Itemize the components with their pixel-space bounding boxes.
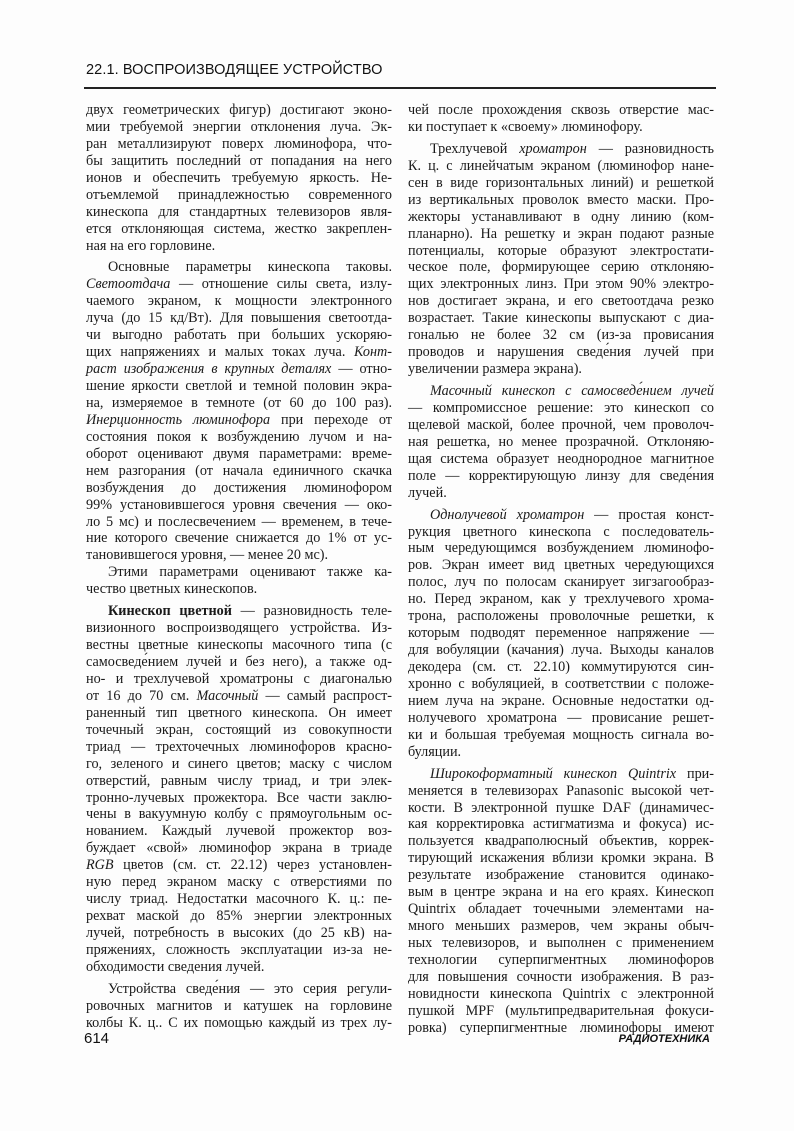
line-text: кая корректировка астигматизма и фокуса) ис- [408, 816, 714, 833]
text-line [86, 840, 392, 857]
line-text: 99% установившегося уровня свечения — око- [86, 496, 392, 513]
text-line [86, 671, 392, 688]
text-line [408, 816, 714, 833]
text-line [408, 327, 714, 344]
term-italic: раст изображения в крупных деталях [86, 361, 332, 378]
text-line [86, 136, 392, 153]
line-text: чей после прохождения сквозь отверстие мас- [408, 102, 714, 118]
text-line [408, 952, 714, 969]
line-text: К. ц. с линейчатым экраном (люминофор нане- [408, 157, 714, 174]
line-text: — отношение силы света, излу- [170, 276, 392, 293]
text-line [408, 901, 714, 918]
text-line [408, 727, 714, 744]
text-line [86, 857, 392, 874]
term-italic: Масочный [196, 687, 259, 704]
line-text: Трехлучевой [430, 140, 520, 157]
line-text: оборот оценивают двумя параметрами: време- [86, 445, 392, 462]
line-text: сен в виде горизонтальных линий) и решеткой [408, 174, 714, 191]
line-text: ровка) суперпигментные люминофоры имеют [408, 1019, 714, 1036]
text-line [86, 446, 392, 463]
text-line [86, 412, 392, 429]
line-text: раненный тип цветного кинескопа. Он имеет [86, 704, 392, 721]
line-text: го, зеленого и синего цветов; маску с числом [86, 755, 392, 772]
text-line [86, 637, 392, 654]
line-text: результате изображение становится одинако- [408, 867, 714, 884]
line-text: точечный экран, состоящий из совокупности [86, 721, 392, 738]
text-line [86, 153, 392, 170]
line-text: отверстий, равным числу триад, и три элек- [86, 772, 392, 789]
text-line [86, 564, 392, 581]
text-line [408, 468, 714, 485]
line-text: для повышения сочности изображения. В раз- [408, 968, 714, 985]
text-line [408, 141, 714, 158]
line-text: ние которого свечение снижается до 1% от ус- [86, 530, 392, 547]
line-text: чи выгодно работать при больших ускоряю- [86, 327, 392, 344]
page-number: 614 [84, 1030, 110, 1047]
line-text: чены в вакуумную колбу с прямоугольным ос- [86, 806, 392, 823]
line-text: — простая конст- [584, 506, 714, 523]
text-line [86, 756, 392, 773]
text-line [86, 688, 392, 705]
line-text: на, измеряемое в темноте (от 60 до 100 раз). [86, 394, 392, 411]
text-line [408, 540, 714, 557]
text-line [408, 276, 714, 293]
line-text: при- [676, 765, 714, 782]
text-line [408, 574, 714, 591]
line-text: ров. Экран имеет вид цветных чередующихся [408, 557, 714, 574]
term-italic: RGB [86, 857, 114, 874]
text-line [408, 344, 714, 361]
text-line [86, 310, 392, 327]
line-text: проводов и нарушения сведе́ния лучей при [408, 344, 714, 361]
text-line [86, 497, 392, 514]
text-line [86, 620, 392, 637]
text-line [408, 361, 714, 378]
text-line [86, 959, 392, 976]
line-text: лучей, потребность в высоких (до 25 кВ) на- [86, 925, 392, 941]
text-line [86, 361, 392, 378]
line-text: жекторы устанавливают в одну линию (ком- [408, 208, 714, 225]
text-line [86, 344, 392, 361]
line-text: визионного воспроизводящего устройства. Из- [86, 620, 392, 637]
text-line [86, 790, 392, 807]
text-line [86, 705, 392, 722]
line-text: поле — корректирующую линзу для сведе́ния [408, 467, 714, 484]
line-text: меняется в телевизорах Panasonic высокой чет- [408, 782, 714, 799]
text-line [408, 383, 714, 400]
text-line [86, 1015, 392, 1032]
line-text: пушкой MPF (мультипредварительная фокуси- [408, 1002, 714, 1019]
line-text: буляции. [408, 743, 462, 760]
line-text: ную перед экраном маску с отверстиями по [86, 874, 392, 891]
line-text: буждает «свой» люминофор экрана в триаде [86, 840, 392, 857]
text-line [408, 451, 714, 468]
line-text: декодера (см. ст. 22.10) коммутируются син- [408, 659, 714, 675]
line-text: трона, расположены проволочные решетки, к [408, 608, 714, 625]
line-text: ным чередующимся возбуждением люминофо- [408, 540, 714, 557]
line-text: новидности кинескопа Quintrix с электронной [408, 985, 714, 1002]
term-italic: Инерционность люминофора [86, 411, 271, 428]
line-text: тирующий искажения вблизи кромки экрана. В [408, 850, 714, 867]
text-line [408, 608, 714, 625]
line-text: ется отклоняющая система, жестко закреплен- [86, 220, 392, 237]
text-line [408, 625, 714, 642]
text-line [408, 884, 714, 901]
line-text: чество цветных кинескопов. [86, 581, 258, 598]
line-text: тановившегося уровня, — менее 20 мс). [86, 547, 329, 564]
line-text: нием луча на экране. Основные недостатки од- [408, 692, 714, 709]
text-line [408, 226, 714, 243]
line-text: увеличении размера экрана). [408, 361, 582, 378]
text-line [408, 710, 714, 727]
line-text: ная на его горловине. [86, 237, 216, 254]
term-italic: Конт- [354, 344, 392, 361]
line-text: возбуждения до достижения люминофором [86, 479, 392, 496]
line-text: из вертикальных проволок вместо маски. Про- [408, 191, 714, 208]
text-line [408, 918, 714, 935]
line-text: цветов (см. ст. 22.12) через установлен- [113, 857, 392, 874]
text-line [408, 659, 714, 676]
line-text: Этими параметрами оценивают также ка- [108, 564, 392, 581]
line-text: лучей. [408, 484, 447, 501]
text-line [408, 485, 714, 502]
text-line [86, 603, 392, 620]
text-line [408, 850, 714, 867]
line-text: нолучевого хроматрона — провисание решет- [408, 709, 714, 726]
line-text: но. Перед экраном, как у трехлучевого хрома- [408, 591, 714, 608]
text-line [86, 806, 392, 823]
line-text: ран металлизируют поверх люминофора, что- [86, 135, 392, 152]
text-line [408, 293, 714, 310]
text-line [408, 1003, 714, 1020]
text-line [408, 744, 714, 761]
header-rule [84, 87, 716, 89]
line-text: — разновидность [586, 140, 714, 157]
line-text: тронно-лучевых прожектора. Все части заклю- [86, 789, 392, 806]
text-line [86, 874, 392, 891]
line-text: при переходе от [270, 411, 392, 428]
text-line [408, 935, 714, 952]
line-text: технологии суперпигментных люминофоров [408, 951, 714, 968]
text-line [408, 591, 714, 608]
text-line [86, 276, 392, 293]
text-line [86, 259, 392, 276]
text-line [408, 119, 714, 136]
line-text: ная решетка, но менее прозрачной. Отклоняю- [408, 433, 714, 450]
text-line [408, 524, 714, 541]
text-line [86, 773, 392, 790]
line-text: кинескопа для стандартных телевизоров явля- [86, 203, 392, 220]
term-bold: Кинескоп цветной [108, 603, 232, 620]
text-line [408, 642, 714, 659]
line-text: нованием. Каждый лучевой прожектор воз- [86, 823, 392, 840]
text-line [86, 378, 392, 395]
line-text: — компромиссное решение: это кинескоп со [408, 399, 714, 416]
text-line [408, 766, 714, 783]
line-text: мии требуемой энергии отклонения луча. Эк- [86, 118, 392, 135]
line-text: рехват маской до 85% энергии электронных [86, 908, 392, 925]
line-text: от 16 до 70 см. [86, 687, 197, 704]
line-text: шение яркости светлой и темной половин экра- [86, 378, 392, 394]
line-text: потенциалы, которые образуют электростати- [408, 242, 714, 259]
text-line [408, 557, 714, 574]
line-text: для вобуляции (качания) луча. Выходы каналов [408, 642, 714, 659]
line-text: обходимости сведения лучей. [86, 958, 265, 975]
line-text: щих напряжениях и малых токах луча. [86, 344, 355, 361]
text-line [86, 654, 392, 671]
text-line [86, 547, 392, 564]
text-line [86, 327, 392, 344]
line-text: щих электронных линз. При этом 90% электро- [408, 276, 714, 293]
line-text: ионов и обеспечить требуемую яркость. Не- [86, 169, 392, 186]
text-line [408, 867, 714, 884]
text-line [86, 119, 392, 136]
text-line [86, 739, 392, 756]
text-line [408, 243, 714, 260]
text-line [86, 514, 392, 531]
text-line [86, 102, 392, 119]
line-text: отъемлемой принадлежностью современного [86, 186, 392, 203]
text-line [86, 981, 392, 998]
text-line [86, 395, 392, 412]
text-line [408, 310, 714, 327]
text-line [408, 986, 714, 1003]
line-text: двух геометрических фигур) достигают эконо- [86, 102, 392, 118]
text-line [86, 221, 392, 238]
line-text: числу триад. Недостатки масочного К. ц.: пе- [86, 891, 392, 908]
line-text: — отно- [331, 361, 392, 378]
text-line [86, 187, 392, 204]
line-text: ло 5 мс) и послесвечением — временем, в тече- [86, 513, 392, 530]
line-text: — самый распрост- [258, 687, 392, 704]
text-line [86, 463, 392, 480]
line-text: пользуется квадраполюсный объектив, коррек- [408, 833, 714, 850]
line-text: но- и трехлучевой хроматроны с диагональю [86, 670, 392, 687]
text-line [408, 434, 714, 451]
text-line [86, 581, 392, 598]
text-line [86, 891, 392, 908]
line-text: колбы К. ц.. С их помощью каждый из трех лу- [86, 1014, 392, 1031]
left-column [86, 102, 392, 1032]
text-line [86, 998, 392, 1015]
term-italic: Масочный кинескоп с самосведе́нием лучей [430, 383, 714, 399]
line-text: возрастает. Такие кинескопы выпускают с диа- [408, 310, 714, 327]
book-title: РАДИОТЕХНИКА [618, 1033, 710, 1045]
line-text: ки поступает к «своему» люминофору. [408, 118, 643, 135]
text-line [408, 969, 714, 986]
text-line [408, 259, 714, 276]
term-italic: Однолучевой хроматрон [430, 506, 585, 523]
line-text: нем разгорания (от начала единичного скачка [86, 462, 392, 479]
line-text: рукция цветного кинескопа с последователь- [408, 523, 714, 540]
text-line [86, 480, 392, 497]
line-text: хронно с вобуляцией, в соответствии с положе- [408, 675, 714, 692]
line-text: вым в центре экрана и на его краях. Кинескоп [408, 884, 714, 901]
text-line [408, 175, 714, 192]
line-text: луча (до 15 кд/Вт). Для повышения светоотда- [86, 310, 392, 327]
line-text: гональю не более 32 см (из-за провисания [408, 327, 714, 344]
line-text: щая система образует неоднородное магнитное [408, 450, 714, 467]
line-text: полос, луч по полосам сканирует зигзагообраз- [408, 574, 714, 591]
line-text: ных телевизоров, и выполнен с применением [408, 935, 714, 951]
running-header: 22.1. ВОСПРОИЗВОДЯЩЕЕ УСТРОЙСТВО [86, 62, 383, 78]
line-text: состояния покоя к возбуждению лучом и на- [86, 428, 392, 445]
text-line [408, 693, 714, 710]
text-line [86, 204, 392, 221]
text-line [86, 293, 392, 310]
line-text: — разновидность теле- [231, 603, 392, 620]
text-line [86, 170, 392, 187]
text-line [86, 722, 392, 739]
text-line [408, 400, 714, 417]
line-text: нов достигает экрана, и его светоотдача резко [408, 293, 714, 310]
text-line [86, 530, 392, 547]
text-line [86, 908, 392, 925]
line-text: Quintrix обладает точечными элементами на- [408, 901, 714, 918]
text-line [86, 942, 392, 959]
line-text: вестны цветные кинескопы масочного типа (с [86, 637, 392, 654]
text-line [86, 823, 392, 840]
line-text: кости. В электронной пушке DAF (динамичес- [408, 799, 714, 816]
text-line [86, 429, 392, 446]
text-line [408, 800, 714, 817]
text-line [408, 507, 714, 524]
line-text: самосведе́нием лучей и без него), а также од- [86, 654, 392, 670]
text-line [408, 676, 714, 693]
line-text: Устройства сведе́ния — это серия регули- [108, 980, 392, 997]
text-line [408, 102, 714, 119]
line-text: ческое поле, формирующее серию отклоняю- [408, 259, 714, 276]
line-text: чаемого экраном, к мощности электронного [86, 293, 392, 310]
term-italic: Светоотдача [86, 276, 171, 293]
text-line [408, 209, 714, 226]
line-text: планарно). На решетку и экран подают разные [408, 225, 714, 242]
line-text: пряжениях, сложность эксплуатации из-за не- [86, 941, 392, 958]
line-text: ровочных магнитов и катушек на горловине [86, 997, 392, 1014]
text-line [408, 833, 714, 850]
term-italic: Широкоформатный кинескоп Quintrix [430, 765, 677, 782]
text-line [86, 925, 392, 942]
text-line [408, 783, 714, 800]
text-line [408, 158, 714, 175]
text-line [408, 417, 714, 434]
line-text: ки и большая требуемая мощность сигнала во- [408, 726, 714, 743]
term-italic: хроматрон [519, 140, 587, 157]
line-text: щелевой маской, более прочной, чем проволоч- [408, 416, 714, 433]
line-text: бы защитить последний от попадания на него [86, 152, 392, 169]
text-line [408, 192, 714, 209]
line-text: которым подводят переменное напряжение — [408, 625, 714, 642]
line-text: Основные параметры кинескопа таковы. [108, 259, 392, 276]
right-column [408, 102, 714, 1037]
line-text: много меньших размеров, чем экраны обыч- [408, 918, 714, 935]
line-text: триад — трехточечных люминофоров красно- [86, 738, 392, 755]
text-line [86, 238, 392, 255]
